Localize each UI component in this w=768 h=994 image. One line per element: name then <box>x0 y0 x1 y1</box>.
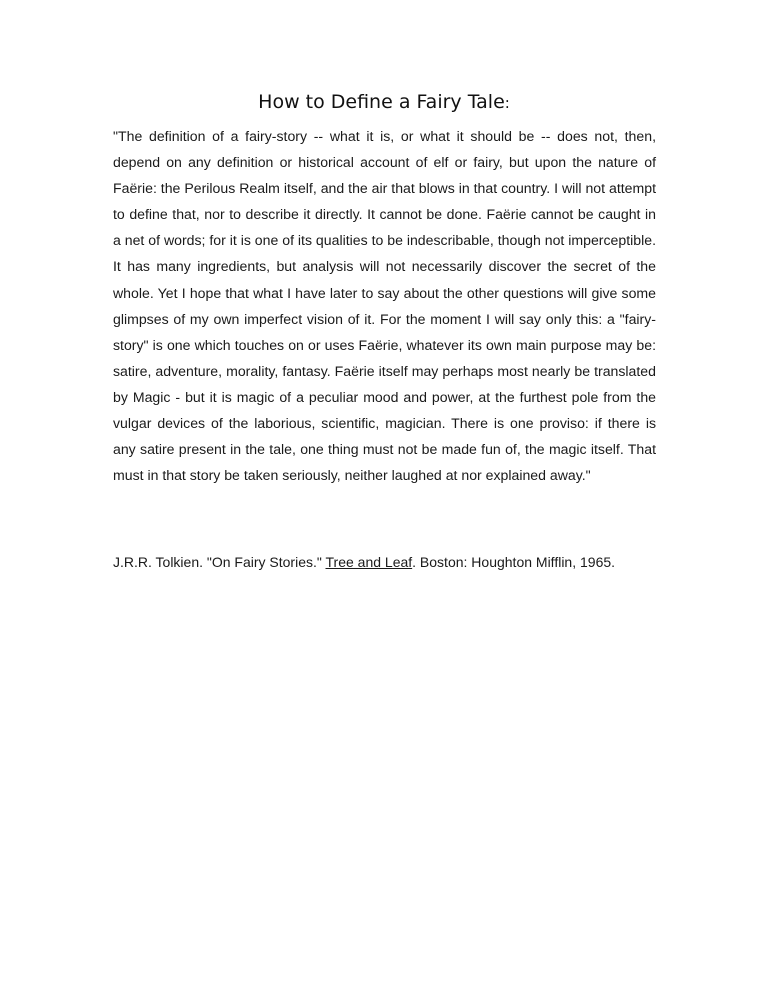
citation-publication: . Boston: Houghton Mifflin, 1965. <box>412 554 616 570</box>
citation-author-work: J.R.R. Tolkien. "On Fairy Stories." <box>113 554 326 570</box>
page-title-text: How to Define a Fairy Tale <box>258 91 505 113</box>
citation <box>113 554 659 571</box>
quote-paragraph: "The definition of a fairy-story -- what it is, or what it should be -- does not, then, depend on any definition or historical account of elf or fairy, but upon the nature of Faërie: the Perilous Realm itself, and the air that blows in that country. I will not attempt to define that, nor to describe it directly. It cannot be done. Faërie cannot be caught in a net of words; for it is one of its qualities to be indescribable, though not imperceptible. It has many ingredients, but analysis will not necessarily discover the secret of the whole. Yet I hope that what I have later to say about the other questions will give some glimpses of my own imperfect vision of it. For the moment I will say only this: a "fairy-story" is one which touches on or uses Faërie, whatever its own main purpose may be: satire, adventure, morality, fantasy. Faërie itself may perhaps most nearly be translated by Magic - but it is magic of a peculiar mood and power, at the furthest pole from the vulgar devices of the laborious, scientific, magician. There is one proviso: if there is any satire present in the tale, one thing must not be made fun of, the magic itself. That must in that story be taken seriously, neither laughed at nor explained away." <box>113 128 656 484</box>
page-title <box>0 88 768 117</box>
citation-book-title: Tree and Leaf <box>325 554 413 570</box>
page-title-colon: : <box>504 94 510 112</box>
